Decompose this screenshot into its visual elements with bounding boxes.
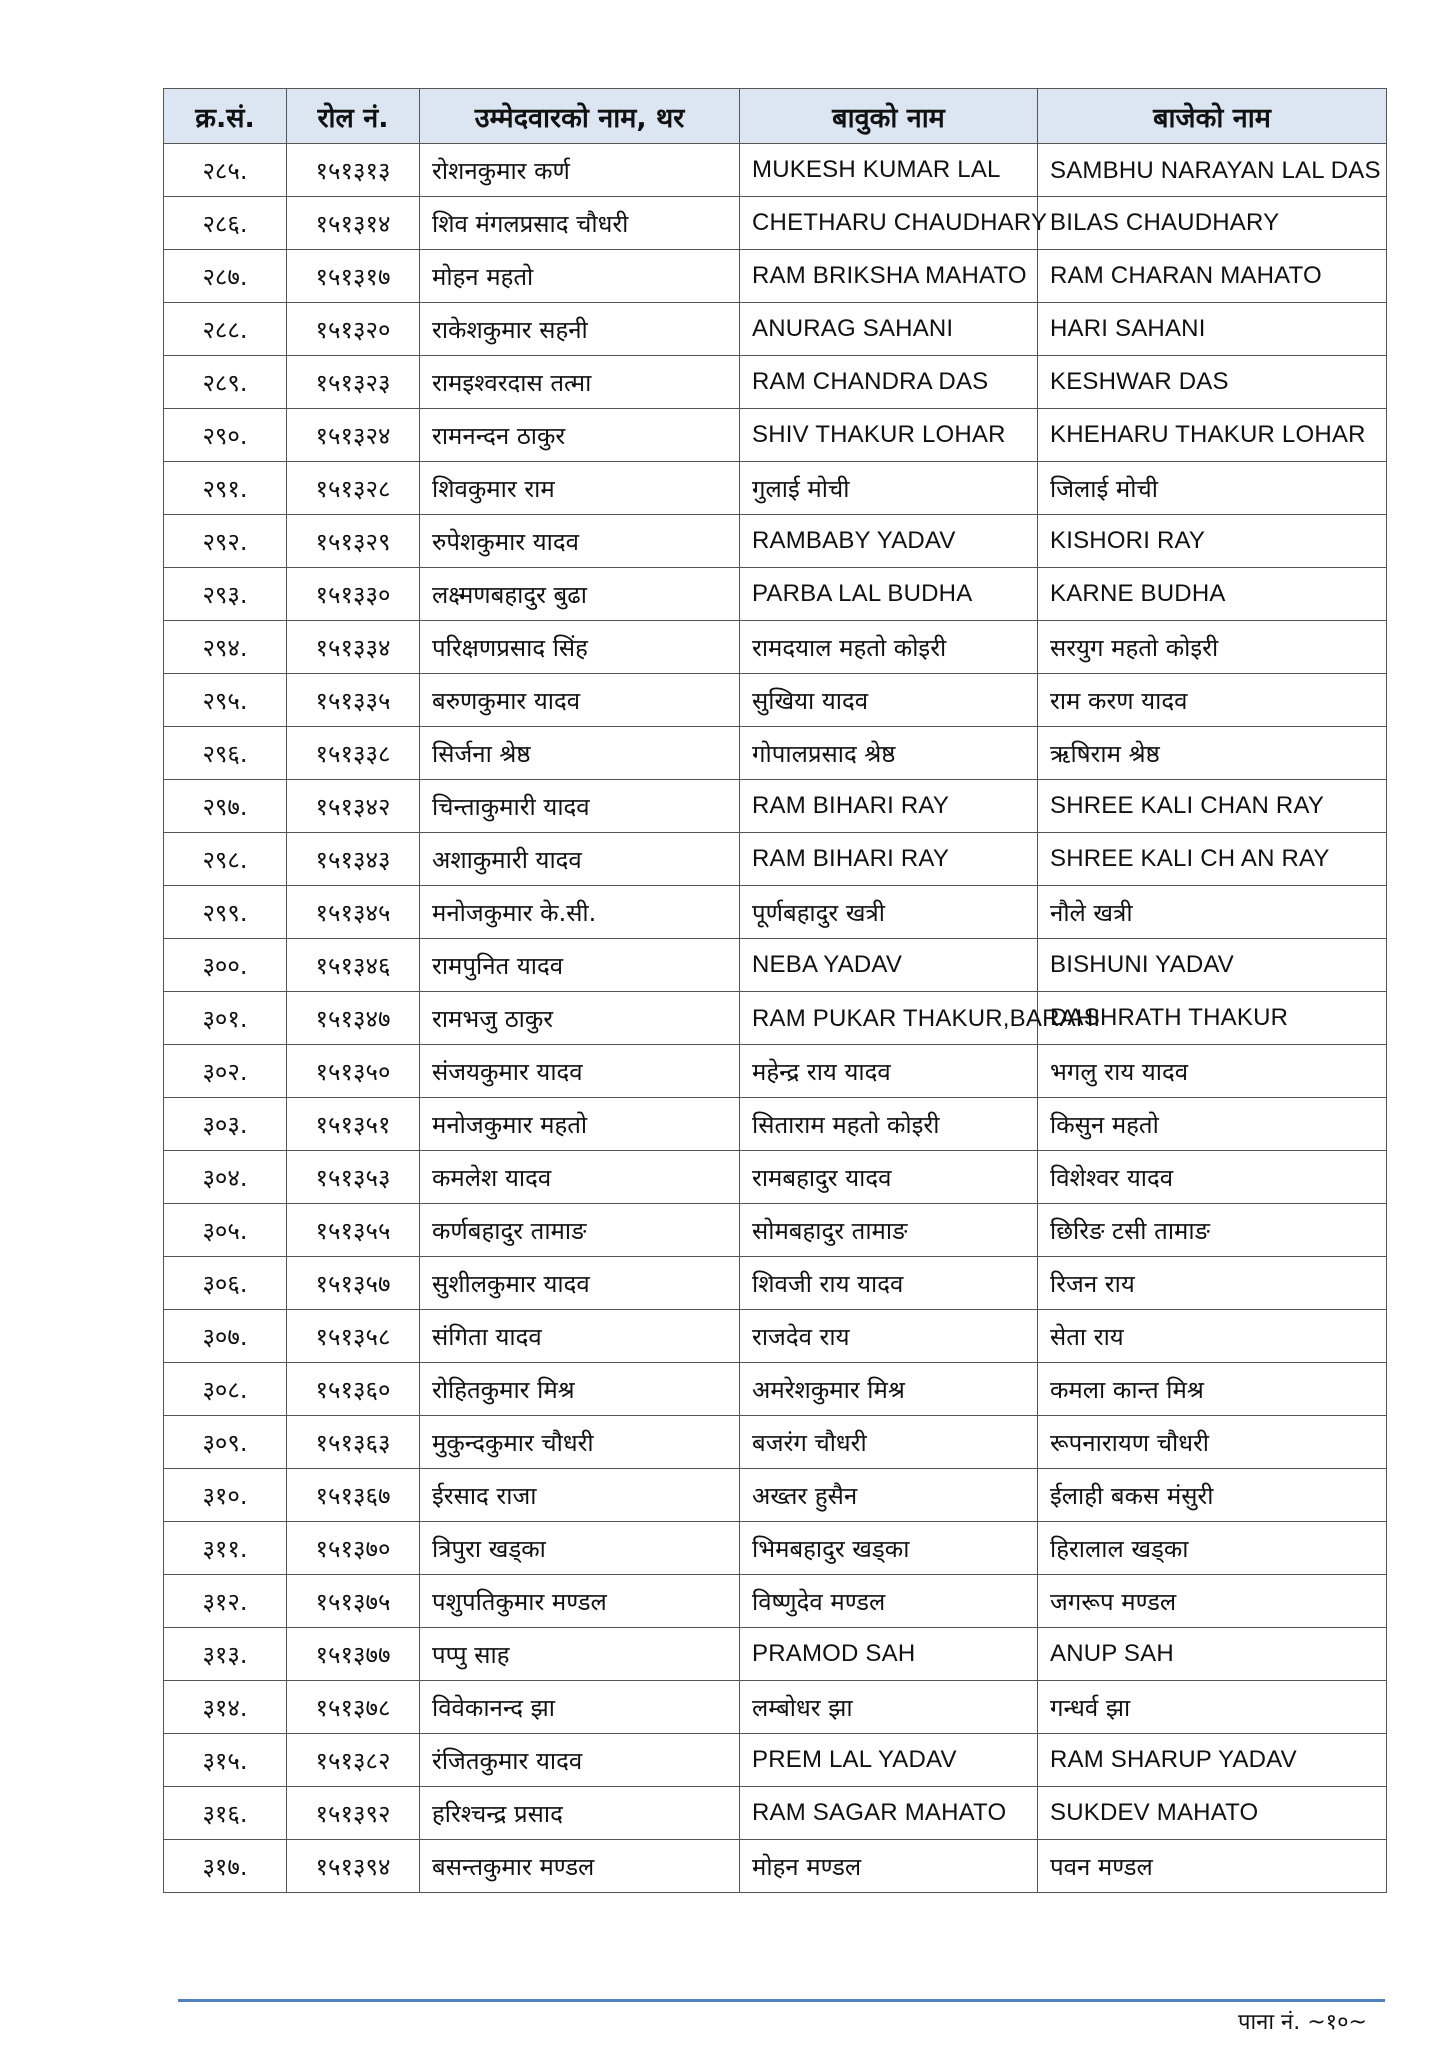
candidate-name-cell: त्रिपुरा खड्का: [420, 1522, 740, 1575]
header-candidate-name: उम्मेदवारको नाम, थर: [420, 89, 740, 144]
grandfather-name-cell: ANUP SAH: [1038, 1628, 1387, 1681]
father-name-cell: महेन्द्र राय यादव: [740, 1045, 1038, 1098]
table-row: [164, 727, 1387, 780]
candidate-name-cell: संगिता यादव: [420, 1310, 740, 1363]
father-name-cell: NEBA YADAV: [740, 939, 1038, 992]
table-row: [164, 197, 1387, 250]
father-name-cell: सुखिया यादव: [740, 674, 1038, 727]
page-number: पाना नं. ~१०~: [1237, 2010, 1367, 2035]
footer-rule: [178, 1999, 1385, 2002]
grandfather-name-cell: ईलाही बकस मंसुरी: [1038, 1469, 1387, 1522]
father-name-cell: अख्तर हुसैन: [740, 1469, 1038, 1522]
table-row: [164, 303, 1387, 356]
serial-number-cell: ३१७.: [164, 1840, 287, 1893]
candidate-table: [163, 88, 1387, 1893]
table-row: [164, 621, 1387, 674]
table-row: [164, 674, 1387, 727]
father-name-cell: सोमबहादुर तामाङ: [740, 1204, 1038, 1257]
father-name-cell: RAM CHANDRA DAS: [740, 356, 1038, 409]
roll-number-cell: १५१३३५: [287, 674, 420, 727]
table-row: [164, 886, 1387, 939]
serial-number-cell: ३१४.: [164, 1681, 287, 1734]
candidate-name-cell: मनोजकुमार के.सी.: [420, 886, 740, 939]
father-name-cell: लम्बोधर झा: [740, 1681, 1038, 1734]
serial-number-cell: २८८.: [164, 303, 287, 356]
roll-number-cell: १५१३६३: [287, 1416, 420, 1469]
table-row: [164, 1522, 1387, 1575]
serial-number-cell: २९८.: [164, 833, 287, 886]
table-row: [164, 1257, 1387, 1310]
table-row: [164, 1098, 1387, 1151]
table-row: [164, 1840, 1387, 1893]
candidate-name-cell: सिर्जना श्रेष्ठ: [420, 727, 740, 780]
table-row: [164, 1681, 1387, 1734]
roll-number-cell: १५१३४७: [287, 992, 420, 1045]
table-row: [164, 250, 1387, 303]
table-row: [164, 1045, 1387, 1098]
grandfather-name-cell: हिरालाल खड्का: [1038, 1522, 1387, 1575]
table-row: [164, 1310, 1387, 1363]
roll-number-cell: १५१३६०: [287, 1363, 420, 1416]
grandfather-name-cell: KISHORI RAY: [1038, 515, 1387, 568]
serial-number-cell: २९५.: [164, 674, 287, 727]
serial-number-cell: ३०१.: [164, 992, 287, 1045]
father-name-cell: RAM BRIKSHA MAHATO: [740, 250, 1038, 303]
grandfather-name-cell: DASHRATH THAKUR: [1038, 992, 1387, 1045]
candidate-name-cell: रामभजु ठाकुर: [420, 992, 740, 1045]
header-roll-number: रोल नं.: [287, 89, 420, 144]
candidate-name-cell: सुशीलकुमार यादव: [420, 1257, 740, 1310]
father-name-cell: RAM PUKAR THAKUR,BARAHI: [740, 992, 1038, 1045]
father-name-cell: रामबहादुर यादव: [740, 1151, 1038, 1204]
roll-number-cell: १५१३९२: [287, 1787, 420, 1840]
grandfather-name-cell: राम करण यादव: [1038, 674, 1387, 727]
roll-number-cell: १५१३३८: [287, 727, 420, 780]
candidate-name-cell: शिव मंगलप्रसाद चौधरी: [420, 197, 740, 250]
grandfather-name-cell: BISHUNI YADAV: [1038, 939, 1387, 992]
serial-number-cell: ३०९.: [164, 1416, 287, 1469]
grandfather-name-cell: सरयुग महतो कोइरी: [1038, 621, 1387, 674]
father-name-cell: RAM BIHARI RAY: [740, 780, 1038, 833]
table-row: [164, 409, 1387, 462]
table-header: [164, 89, 1387, 144]
table-row: [164, 1575, 1387, 1628]
candidate-name-cell: राकेशकुमार सहनी: [420, 303, 740, 356]
father-name-cell: SHIV THAKUR LOHAR: [740, 409, 1038, 462]
candidate-name-cell: रुपेशकुमार यादव: [420, 515, 740, 568]
grandfather-name-cell: रिजन राय: [1038, 1257, 1387, 1310]
serial-number-cell: २८७.: [164, 250, 287, 303]
serial-number-cell: २८६.: [164, 197, 287, 250]
roll-number-cell: १५१३४२: [287, 780, 420, 833]
roll-number-cell: १५१३२३: [287, 356, 420, 409]
roll-number-cell: १५१३७८: [287, 1681, 420, 1734]
table-row: [164, 462, 1387, 515]
grandfather-name-cell: जगरूप मण्डल: [1038, 1575, 1387, 1628]
serial-number-cell: ३००.: [164, 939, 287, 992]
father-name-cell: बजरंग चौधरी: [740, 1416, 1038, 1469]
father-name-cell: RAM BIHARI RAY: [740, 833, 1038, 886]
candidate-name-cell: अशाकुमारी यादव: [420, 833, 740, 886]
serial-number-cell: ३०४.: [164, 1151, 287, 1204]
table-row: [164, 1416, 1387, 1469]
candidate-name-cell: मोहन महतो: [420, 250, 740, 303]
table-row: [164, 1734, 1387, 1787]
table-row: [164, 833, 1387, 886]
serial-number-cell: २९४.: [164, 621, 287, 674]
father-name-cell: भिमबहादुर खड्का: [740, 1522, 1038, 1575]
serial-number-cell: ३१३.: [164, 1628, 287, 1681]
table-row: [164, 780, 1387, 833]
father-name-cell: रामदयाल महतो कोइरी: [740, 621, 1038, 674]
candidate-name-cell: शिवकुमार राम: [420, 462, 740, 515]
serial-number-cell: ३११.: [164, 1522, 287, 1575]
father-name-cell: PREM LAL YADAV: [740, 1734, 1038, 1787]
candidate-name-cell: मनोजकुमार महतो: [420, 1098, 740, 1151]
father-name-cell: पूर्णबहादुर खत्री: [740, 886, 1038, 939]
table-row: [164, 356, 1387, 409]
candidate-name-cell: बसन्तकुमार मण्डल: [420, 1840, 740, 1893]
grandfather-name-cell: कमला कान्त मिश्र: [1038, 1363, 1387, 1416]
roll-number-cell: १५१३१७: [287, 250, 420, 303]
candidate-name-cell: ईरसाद राजा: [420, 1469, 740, 1522]
serial-number-cell: ३०६.: [164, 1257, 287, 1310]
roll-number-cell: १५१३२०: [287, 303, 420, 356]
roll-number-cell: १५१३२४: [287, 409, 420, 462]
header-grandfather-name: बाजेको नाम: [1038, 89, 1387, 144]
candidate-name-cell: हरिश्चन्द्र प्रसाद: [420, 1787, 740, 1840]
grandfather-name-cell: सेता राय: [1038, 1310, 1387, 1363]
grandfather-name-cell: SUKDEV MAHATO: [1038, 1787, 1387, 1840]
roll-number-cell: १५१३४६: [287, 939, 420, 992]
serial-number-cell: ३०३.: [164, 1098, 287, 1151]
candidate-name-cell: रामपुनित यादव: [420, 939, 740, 992]
serial-number-cell: ३०२.: [164, 1045, 287, 1098]
serial-number-cell: ३१५.: [164, 1734, 287, 1787]
roll-number-cell: १५१३९४: [287, 1840, 420, 1893]
candidate-name-cell: रंजितकुमार यादव: [420, 1734, 740, 1787]
roll-number-cell: १५१३६७: [287, 1469, 420, 1522]
roll-number-cell: १५१३३०: [287, 568, 420, 621]
father-name-cell: गुलाई मोची: [740, 462, 1038, 515]
grandfather-name-cell: SAMBHU NARAYAN LAL DAS: [1038, 144, 1387, 197]
serial-number-cell: ३०८.: [164, 1363, 287, 1416]
roll-number-cell: १५१३२८: [287, 462, 420, 515]
candidate-name-cell: रोहितकुमार मिश्र: [420, 1363, 740, 1416]
table-row: [164, 144, 1387, 197]
serial-number-cell: २९०.: [164, 409, 287, 462]
grandfather-name-cell: KESHWAR DAS: [1038, 356, 1387, 409]
candidate-name-cell: रोशनकुमार कर्ण: [420, 144, 740, 197]
table-row: [164, 515, 1387, 568]
candidate-name-cell: लक्ष्मणबहादुर बुढा: [420, 568, 740, 621]
grandfather-name-cell: SHREE KALI CHAN RAY: [1038, 780, 1387, 833]
father-name-cell: PRAMOD SAH: [740, 1628, 1038, 1681]
table-row: [164, 1628, 1387, 1681]
father-name-cell: राजदेव राय: [740, 1310, 1038, 1363]
roll-number-cell: १५१३७५: [287, 1575, 420, 1628]
candidate-name-cell: विवेकानन्द झा: [420, 1681, 740, 1734]
father-name-cell: शिवजी राय यादव: [740, 1257, 1038, 1310]
roll-number-cell: १५१३८२: [287, 1734, 420, 1787]
grandfather-name-cell: HARI SAHANI: [1038, 303, 1387, 356]
grandfather-name-cell: विशेश्वर यादव: [1038, 1151, 1387, 1204]
table-row: [164, 1204, 1387, 1257]
roll-number-cell: १५१३५५: [287, 1204, 420, 1257]
grandfather-name-cell: ऋषिराम श्रेष्ठ: [1038, 727, 1387, 780]
grandfather-name-cell: रूपनारायण चौधरी: [1038, 1416, 1387, 1469]
grandfather-name-cell: भगलु राय यादव: [1038, 1045, 1387, 1098]
grandfather-name-cell: जिलाई मोची: [1038, 462, 1387, 515]
serial-number-cell: २९३.: [164, 568, 287, 621]
serial-number-cell: ३१२.: [164, 1575, 287, 1628]
father-name-cell: अमरेशकुमार मिश्र: [740, 1363, 1038, 1416]
serial-number-cell: ३१६.: [164, 1787, 287, 1840]
serial-number-cell: २९९.: [164, 886, 287, 939]
table-row: [164, 1787, 1387, 1840]
father-name-cell: MUKESH KUMAR LAL: [740, 144, 1038, 197]
roll-number-cell: १५१३५३: [287, 1151, 420, 1204]
table-row: [164, 939, 1387, 992]
table-row: [164, 1363, 1387, 1416]
father-name-cell: PARBA LAL BUDHA: [740, 568, 1038, 621]
father-name-cell: CHETHARU CHAUDHARY: [740, 197, 1038, 250]
grandfather-name-cell: KARNE BUDHA: [1038, 568, 1387, 621]
table-row: [164, 568, 1387, 621]
serial-number-cell: २९६.: [164, 727, 287, 780]
father-name-cell: सिताराम महतो कोइरी: [740, 1098, 1038, 1151]
grandfather-name-cell: SHREE KALI CH AN RAY: [1038, 833, 1387, 886]
candidate-name-cell: रामइश्वरदास तत्मा: [420, 356, 740, 409]
roll-number-cell: १५१३५८: [287, 1310, 420, 1363]
candidate-name-cell: पशुपतिकुमार मण्डल: [420, 1575, 740, 1628]
table-row: [164, 1469, 1387, 1522]
serial-number-cell: ३०५.: [164, 1204, 287, 1257]
table-body: [164, 144, 1387, 1893]
father-name-cell: गोपालप्रसाद श्रेष्ठ: [740, 727, 1038, 780]
serial-number-cell: २८९.: [164, 356, 287, 409]
roll-number-cell: १५१३१४: [287, 197, 420, 250]
roll-number-cell: १५१३७०: [287, 1522, 420, 1575]
grandfather-name-cell: गन्धर्व झा: [1038, 1681, 1387, 1734]
header-serial-number: क्र.सं.: [164, 89, 287, 144]
grandfather-name-cell: किसुन महतो: [1038, 1098, 1387, 1151]
roll-number-cell: १५१३७७: [287, 1628, 420, 1681]
roll-number-cell: १५१३१३: [287, 144, 420, 197]
table-row: [164, 992, 1387, 1045]
grandfather-name-cell: RAM SHARUP YADAV: [1038, 1734, 1387, 1787]
roll-number-cell: १५१३४५: [287, 886, 420, 939]
roll-number-cell: १५१३५७: [287, 1257, 420, 1310]
father-name-cell: RAMBABY YADAV: [740, 515, 1038, 568]
roll-number-cell: १५१३५०: [287, 1045, 420, 1098]
serial-number-cell: २९७.: [164, 780, 287, 833]
grandfather-name-cell: छिरिङ टसी तामाङ: [1038, 1204, 1387, 1257]
serial-number-cell: २९१.: [164, 462, 287, 515]
father-name-cell: RAM SAGAR MAHATO: [740, 1787, 1038, 1840]
candidate-name-cell: पप्पु साह: [420, 1628, 740, 1681]
grandfather-name-cell: BILAS CHAUDHARY: [1038, 197, 1387, 250]
candidate-name-cell: रामनन्दन ठाकुर: [420, 409, 740, 462]
roll-number-cell: १५१३२९: [287, 515, 420, 568]
candidate-name-cell: संजयकुमार यादव: [420, 1045, 740, 1098]
candidate-name-cell: कर्णबहादुर तामाङ: [420, 1204, 740, 1257]
grandfather-name-cell: नौले खत्री: [1038, 886, 1387, 939]
grandfather-name-cell: KHEHARU THAKUR LOHAR: [1038, 409, 1387, 462]
father-name-cell: ANURAG SAHANI: [740, 303, 1038, 356]
father-name-cell: मोहन मण्डल: [740, 1840, 1038, 1893]
header-father-name: बावुको नाम: [740, 89, 1038, 144]
father-name-cell: विष्णुदेव मण्डल: [740, 1575, 1038, 1628]
grandfather-name-cell: RAM CHARAN MAHATO: [1038, 250, 1387, 303]
roll-number-cell: १५१३४३: [287, 833, 420, 886]
candidate-name-cell: चिन्ताकुमारी यादव: [420, 780, 740, 833]
roll-number-cell: १५१३३४: [287, 621, 420, 674]
serial-number-cell: ३०७.: [164, 1310, 287, 1363]
candidate-name-cell: मुकुन्दकुमार चौधरी: [420, 1416, 740, 1469]
candidate-name-cell: कमलेश यादव: [420, 1151, 740, 1204]
serial-number-cell: ३१०.: [164, 1469, 287, 1522]
candidate-name-cell: बरुणकुमार यादव: [420, 674, 740, 727]
table-row: [164, 1151, 1387, 1204]
serial-number-cell: २८५.: [164, 144, 287, 197]
serial-number-cell: २९२.: [164, 515, 287, 568]
candidate-name-cell: परिक्षणप्रसाद सिंह: [420, 621, 740, 674]
header-row: [164, 89, 1387, 144]
grandfather-name-cell: पवन मण्डल: [1038, 1840, 1387, 1893]
roll-number-cell: १५१३५१: [287, 1098, 420, 1151]
